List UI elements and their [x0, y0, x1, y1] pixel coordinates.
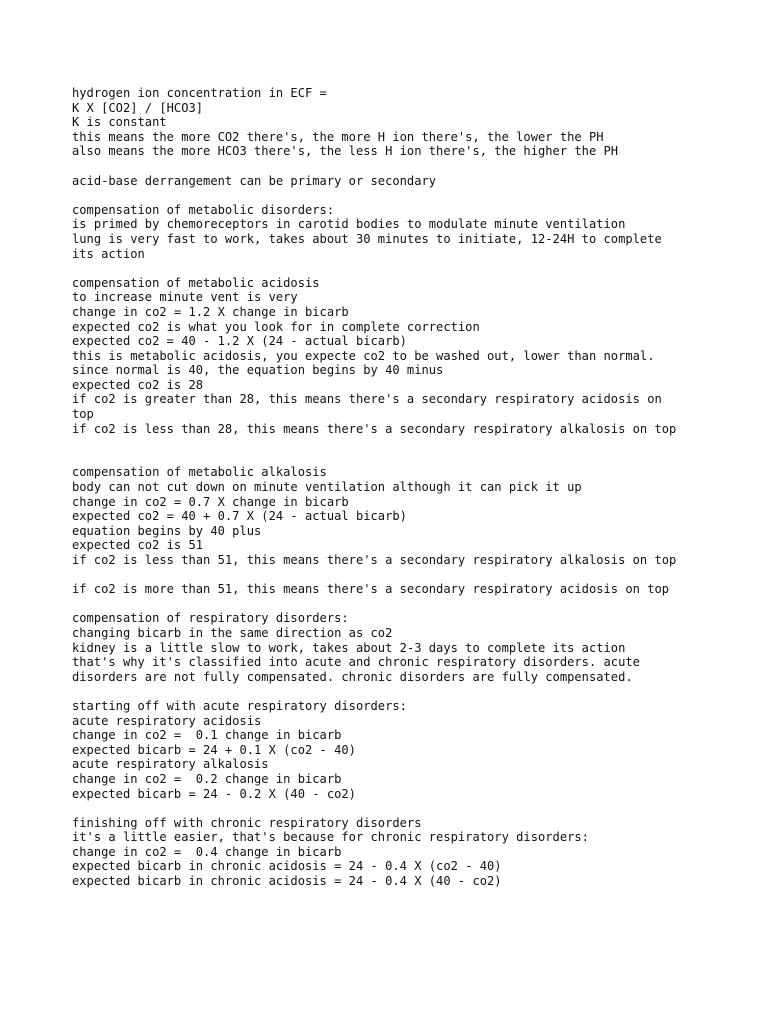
text-line: K X [CO2] / [HCO3] — [72, 100, 204, 115]
text-line: compensation of metabolic disorders: — [72, 202, 335, 217]
text-line: that's why it's classified into acute and chronic respiratory disorders. acute — [72, 655, 640, 670]
text-line: to increase minute vent is very — [72, 290, 298, 305]
text-line: compensation of respiratory disorders: — [72, 611, 349, 626]
text-line: acid-base derrangement can be primary or secondary — [72, 173, 437, 188]
text-line: compensation of metabolic alkalosis — [72, 465, 327, 480]
text-line: expected bicarb in chronic acidosis = 24 - 0.4 X (co2 - 40) — [72, 859, 502, 874]
blank-line — [72, 597, 712, 612]
text-line: if co2 is less than 28, this means there's a secondary respiratory alkalosis on top — [72, 421, 677, 436]
text-line: disorders are not fully compensated. chronic disorders are fully compensated. — [72, 669, 633, 684]
text-line: expected co2 = 40 - 1.2 X (24 - actual bicarb) — [72, 334, 407, 349]
text-line: if co2 is greater than 28, this means there's a secondary respiratory acidosis on — [72, 392, 662, 407]
blank-line — [72, 188, 712, 203]
document-body — [72, 86, 712, 889]
blank-line — [72, 159, 712, 174]
text-line: this is metabolic acidosis, you expecte co2 to be washed out, lower than normal. — [72, 348, 655, 363]
text-line: change in co2 = 0.7 X change in bicarb — [72, 494, 349, 509]
text-line: expected co2 is 51 — [72, 538, 204, 553]
text-line: acute respiratory alkalosis — [72, 757, 269, 772]
text-line: acute respiratory acidosis — [72, 713, 262, 728]
text-line: changing bicarb in the same direction as co2 — [72, 625, 393, 640]
blank-line — [72, 801, 712, 816]
text-line: starting off with acute respiratory disorders: — [72, 698, 407, 713]
text-line: expected bicarb in chronic acidosis = 24 - 0.4 X (40 - co2) — [72, 874, 502, 889]
blank-line — [72, 261, 712, 276]
text-line: lung is very fast to work, takes about 30 minutes to initiate, 12-24H to complete — [72, 231, 662, 246]
text-line: finishing off with chronic respiratory disorders — [72, 815, 422, 830]
text-line: change in co2 = 0.2 change in bicarb — [72, 771, 342, 786]
blank-line — [72, 451, 712, 466]
text-line: hydrogen ion concentration in ECF = — [72, 86, 327, 100]
text-line: K is constant — [72, 115, 167, 130]
text-line: if co2 is less than 51, this means there's a secondary respiratory alkalosis on top — [72, 553, 677, 567]
text-line: if co2 is more than 51, this means there's a secondary respiratory acidosis on top — [72, 582, 670, 597]
text-line: expected bicarb = 24 - 0.2 X (40 - co2) — [72, 786, 356, 801]
text-line: kidney is a little slow to work, takes about 2-3 days to complete its action — [72, 640, 626, 655]
text-line: body can not cut down on minute ventilation although it can pick it up — [72, 480, 582, 495]
text-line: this means the more CO2 there's, the more H ion there's, the lower the PH — [72, 129, 604, 144]
text-line: expected co2 is 28 — [72, 377, 204, 392]
text-line: its action — [72, 246, 145, 261]
text-line: expected bicarb = 24 + 0.1 X (co2 - 40) — [72, 742, 356, 757]
text-line: expected co2 = 40 + 0.7 X (24 - actual bicarb) — [72, 509, 407, 524]
text-line: change in co2 = 0.4 change in bicarb — [72, 844, 342, 859]
text-line: equation begins by 40 plus — [72, 523, 262, 538]
blank-line — [72, 684, 712, 699]
text-line: expected co2 is what you look for in complete correction — [72, 319, 480, 334]
blank-line — [72, 436, 712, 451]
text-line: also means the more HCO3 there's, the less H ion there's, the higher the PH — [72, 144, 619, 159]
text-line: compensation of metabolic acidosis — [72, 275, 320, 290]
text-line: is primed by chemoreceptors in carotid bodies to modulate minute ventilation — [72, 217, 626, 232]
text-line: change in co2 = 0.1 change in bicarb — [72, 728, 342, 743]
text-line: change in co2 = 1.2 X change in bicarb — [72, 304, 349, 319]
text-line: since normal is 40, the equation begins by 40 minus — [72, 363, 444, 378]
text-line: it's a little easier, that's because for chronic respiratory disorders: — [72, 830, 589, 845]
text-line: top — [72, 407, 94, 422]
blank-line — [72, 568, 712, 583]
